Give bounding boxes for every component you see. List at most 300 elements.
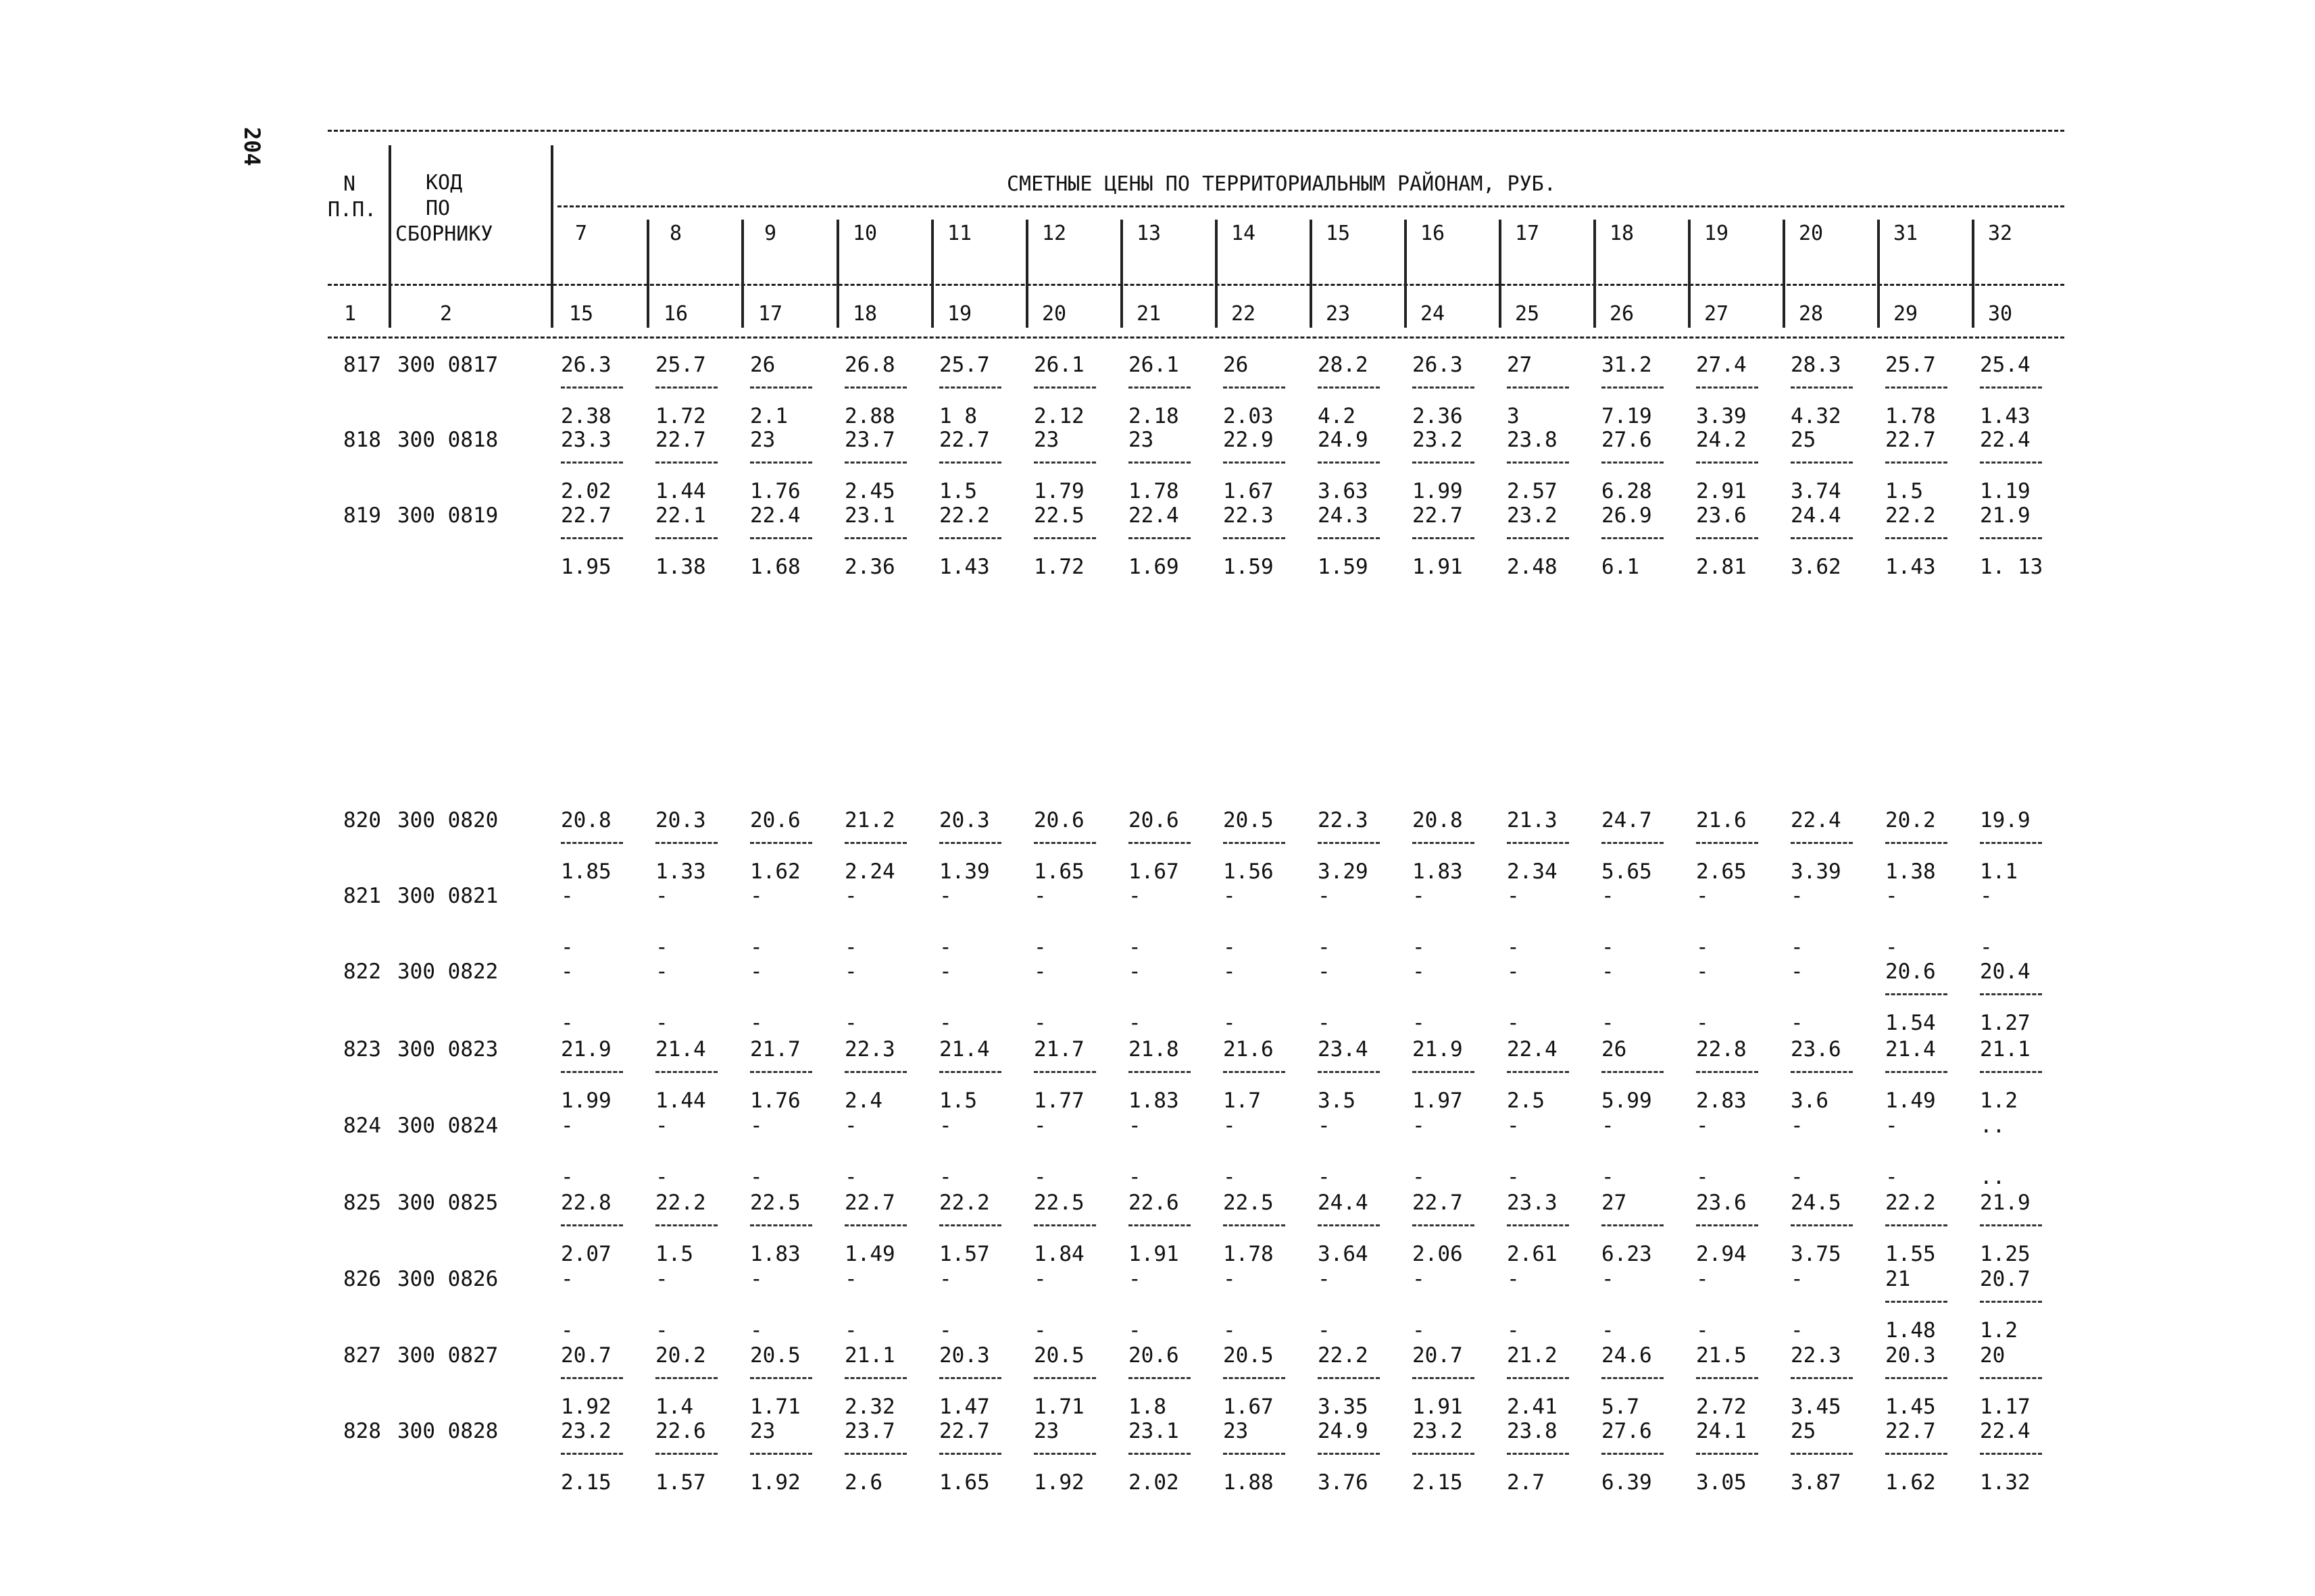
price-bottom: -: [1223, 1165, 1236, 1189]
price-bottom: 2.91: [1696, 479, 1747, 503]
price-bottom: 6.1: [1601, 555, 1639, 579]
price-top: 22.4: [1128, 503, 1179, 528]
price-bottom: 1.43: [1885, 555, 1936, 579]
price-top: 22.2: [939, 1191, 990, 1215]
price-top: 22.9: [1223, 428, 1274, 452]
price-top: 20.7: [1980, 1267, 2031, 1291]
price-bottom: -: [750, 1011, 763, 1035]
price-top: 20.3: [939, 808, 990, 832]
price-top: 24.4: [1791, 503, 1841, 528]
row-code: 300 0819: [397, 503, 499, 528]
fraction-bar: [1980, 1301, 2042, 1303]
column-number: 17: [757, 302, 783, 326]
fraction-bar: [1885, 1071, 1947, 1073]
price-bottom: 2.36: [845, 555, 895, 579]
header-sub-rule: [328, 284, 2064, 286]
price-bottom: 2.38: [561, 404, 612, 428]
price-top: ..: [1980, 1114, 2006, 1138]
price-top: -: [1318, 1114, 1330, 1138]
price-top: 21: [1885, 1267, 1911, 1291]
fraction-bar: [561, 386, 623, 389]
price-bottom: 1.79: [1034, 479, 1085, 503]
price-bottom: 1.95: [561, 555, 612, 579]
row-number: 818: [343, 428, 381, 452]
fraction-bar: [561, 1224, 623, 1226]
column-number: 18: [852, 302, 878, 326]
price-bottom: 1.44: [655, 1089, 706, 1113]
fraction-bar: [1128, 1071, 1191, 1073]
price-bottom: -: [750, 1318, 763, 1343]
fraction-bar: [1696, 386, 1758, 389]
fraction-bar: [1507, 1377, 1569, 1379]
fraction-bar: [1318, 1377, 1380, 1379]
price-bottom: 1.67: [1223, 479, 1274, 503]
price-bottom: -: [561, 935, 574, 959]
price-bottom: 3.87: [1791, 1470, 1841, 1495]
price-bottom: 1.19: [1980, 479, 2031, 503]
region-code: 7: [574, 222, 588, 245]
price-bottom: -: [750, 1165, 763, 1189]
fraction-bar: [1412, 462, 1474, 464]
fraction-bar: [1412, 537, 1474, 539]
price-top: -: [845, 884, 857, 908]
price-top: 26.3: [1412, 353, 1463, 377]
row-number: 825: [343, 1191, 381, 1215]
price-top: 23.8: [1507, 1419, 1558, 1443]
fraction-bar: [750, 842, 812, 844]
price-bottom: 2.07: [561, 1242, 612, 1266]
price-top: 20.6: [1128, 808, 1179, 832]
header-col2-label: КОД: [426, 171, 463, 195]
fraction-bar: [1223, 1224, 1285, 1226]
column-number: 15: [568, 302, 594, 326]
fraction-bar: [1601, 386, 1664, 389]
price-bottom: -: [1034, 935, 1047, 959]
price-bottom: 2.24: [845, 859, 895, 884]
fraction-bar: [1507, 462, 1569, 464]
row-number: 821: [343, 884, 381, 908]
fraction-bar: [1696, 537, 1758, 539]
price-top: 24.9: [1318, 428, 1368, 452]
header-title: СМЕТНЫЕ ЦЕНЫ ПО ТЕРРИТОРИАЛЬНЫМ РАЙОНАМ, РУБ.: [1007, 172, 1556, 196]
price-top: -: [1223, 1114, 1236, 1138]
price-bottom: -: [1791, 1165, 1803, 1189]
price-bottom: 3.76: [1318, 1470, 1368, 1495]
price-bottom: 1.45: [1885, 1395, 1936, 1419]
price-bottom: 6.23: [1601, 1242, 1652, 1266]
price-top: 24.3: [1318, 503, 1368, 528]
price-bottom: -: [1318, 1011, 1330, 1035]
price-bottom: 2.06: [1412, 1242, 1463, 1266]
row-code: 300 0817: [397, 353, 499, 377]
price-bottom: 2.48: [1507, 555, 1558, 579]
fraction-bar: [1223, 842, 1285, 844]
price-bottom: 1.54: [1885, 1011, 1936, 1035]
price-top: -: [1128, 1114, 1141, 1138]
price-bottom: 1.5: [655, 1242, 693, 1266]
price-top: 20.5: [1034, 1343, 1085, 1368]
price-bottom: 3.62: [1791, 555, 1841, 579]
price-top: 22.8: [1696, 1037, 1747, 1062]
price-top: 21.4: [1885, 1037, 1936, 1062]
price-top: 23.1: [845, 503, 895, 528]
price-bottom: 2.88: [845, 404, 895, 428]
price-bottom: 1.47: [939, 1395, 990, 1419]
row-number: 828: [343, 1419, 381, 1443]
price-top: -: [750, 1267, 763, 1291]
row-code: 300 0828: [397, 1419, 499, 1443]
price-top: -: [1507, 884, 1520, 908]
price-bottom: 1.91: [1412, 555, 1463, 579]
price-bottom: -: [1128, 1318, 1141, 1343]
fraction-bar: [1412, 1377, 1474, 1379]
col1-separator: [389, 145, 391, 328]
price-bottom: 1.25: [1980, 1242, 2031, 1266]
price-bottom: 1.59: [1223, 555, 1274, 579]
fraction-bar: [1980, 1224, 2042, 1226]
price-top: -: [561, 884, 574, 908]
price-top: 21.8: [1128, 1037, 1179, 1062]
fraction-bar: [561, 1071, 623, 1073]
price-bottom: -: [1412, 1318, 1425, 1343]
price-bottom: 1.39: [939, 859, 990, 884]
price-top: 26: [1223, 353, 1249, 377]
price-top: 23.3: [1507, 1191, 1558, 1215]
price-bottom: 1.88: [1223, 1470, 1274, 1495]
fraction-bar: [1696, 462, 1758, 464]
price-top: -: [1034, 1114, 1047, 1138]
price-bottom: 2.15: [561, 1470, 612, 1495]
region-code: 11: [947, 222, 972, 245]
price-bottom: 3.45: [1791, 1395, 1841, 1419]
price-bottom: 2.02: [1128, 1470, 1179, 1495]
price-bottom: 1.7: [1223, 1089, 1261, 1113]
fraction-bar: [1601, 462, 1664, 464]
column-number: 19: [947, 302, 972, 326]
price-top: -: [1507, 1267, 1520, 1291]
price-bottom: 1.92: [561, 1395, 612, 1419]
column-number: 26: [1609, 302, 1635, 326]
price-bottom: 1.91: [1128, 1242, 1179, 1266]
price-bottom: 3.64: [1318, 1242, 1368, 1266]
price-top: 22.7: [1412, 503, 1463, 528]
price-top: -: [1128, 959, 1141, 984]
price-bottom: -: [939, 1318, 952, 1343]
price-top: 26: [750, 353, 776, 377]
page-number: 204: [239, 127, 265, 166]
price-top: 21.9: [1412, 1037, 1463, 1062]
price-top: 22.2: [1885, 1191, 1936, 1215]
price-bottom: -: [1601, 1165, 1614, 1189]
price-top: 28.2: [1318, 353, 1368, 377]
price-top: -: [1412, 1114, 1425, 1138]
fraction-bar: [750, 462, 812, 464]
fraction-bar: [1128, 842, 1191, 844]
header-col1-label: П.П.: [328, 198, 377, 222]
price-bottom: 1. 13: [1980, 555, 2043, 579]
region-code: 15: [1325, 222, 1351, 245]
price-bottom: -: [1791, 1318, 1803, 1343]
price-top: 22.3: [1791, 1343, 1841, 1368]
fraction-bar: [1223, 537, 1285, 539]
price-top: 27: [1507, 353, 1533, 377]
price-top: -: [939, 1267, 952, 1291]
fraction-bar: [1885, 1301, 1947, 1303]
price-top: 23: [1034, 1419, 1060, 1443]
price-top: -: [1223, 959, 1236, 984]
price-top: -: [1980, 884, 1993, 908]
fraction-bar: [1034, 1377, 1096, 1379]
price-bottom: -: [1128, 1011, 1141, 1035]
price-bottom: 1.78: [1128, 479, 1179, 503]
fraction-bar: [1128, 1224, 1191, 1226]
price-bottom: 1.91: [1412, 1395, 1463, 1419]
fraction-bar: [1507, 537, 1569, 539]
price-top: 21.9: [1980, 1191, 2031, 1215]
fraction-bar: [1318, 462, 1380, 464]
price-top: -: [1223, 1267, 1236, 1291]
price-top: 22.4: [1507, 1037, 1558, 1062]
region-code: 20: [1798, 222, 1824, 245]
price-top: -: [1318, 1267, 1330, 1291]
price-bottom: 1.5: [1885, 479, 1923, 503]
price-bottom: 2.6: [845, 1470, 882, 1495]
fraction-bar: [1412, 1453, 1474, 1455]
region-code: 12: [1041, 222, 1067, 245]
price-top: 24.5: [1791, 1191, 1841, 1215]
price-bottom: 2.65: [1696, 859, 1747, 884]
price-bottom: -: [561, 1011, 574, 1035]
fraction-bar: [1791, 1071, 1853, 1073]
price-bottom: -: [1223, 1318, 1236, 1343]
fraction-bar: [1318, 386, 1380, 389]
price-top: 28.3: [1791, 353, 1841, 377]
price-bottom: 1.1: [1980, 859, 2018, 884]
price-bottom: 6.39: [1601, 1470, 1652, 1495]
fraction-bar: [1696, 1377, 1758, 1379]
fraction-bar: [1791, 842, 1853, 844]
row-code: 300 0818: [397, 428, 499, 452]
price-top: -: [1034, 1267, 1047, 1291]
fraction-bar: [1980, 537, 2042, 539]
price-bottom: -: [1507, 1165, 1520, 1189]
price-top: 23: [1223, 1419, 1249, 1443]
price-top: 20.5: [1223, 1343, 1274, 1368]
price-top: 23.3: [561, 428, 612, 452]
fraction-bar: [1791, 1377, 1853, 1379]
price-bottom: 1.92: [750, 1470, 801, 1495]
region-code: 14: [1230, 222, 1256, 245]
price-top: 26.1: [1034, 353, 1085, 377]
fraction-bar: [750, 537, 812, 539]
price-top: -: [1507, 1114, 1520, 1138]
row-number: 820: [343, 808, 381, 832]
price-bottom: -: [1507, 1318, 1520, 1343]
price-bottom: -: [845, 1011, 857, 1035]
price-top: -: [845, 1267, 857, 1291]
price-top: 21.1: [1980, 1037, 2031, 1062]
fraction-bar: [655, 842, 718, 844]
fraction-bar: [1601, 1071, 1664, 1073]
price-bottom: 3.75: [1791, 1242, 1841, 1266]
fraction-bar: [1696, 1224, 1758, 1226]
price-bottom: 1.65: [1034, 859, 1085, 884]
fraction-bar: [1980, 993, 2042, 995]
price-top: -: [750, 884, 763, 908]
price-top: 20.8: [1412, 808, 1463, 832]
row-code: 300 0822: [397, 959, 499, 984]
price-top: -: [1412, 884, 1425, 908]
price-bottom: 1 8: [939, 404, 977, 428]
price-bottom: 1.71: [1034, 1395, 1085, 1419]
price-top: -: [1034, 959, 1047, 984]
price-top: 23.2: [561, 1419, 612, 1443]
price-top: -: [1128, 884, 1141, 908]
price-bottom: 1.38: [1885, 859, 1936, 884]
fraction-bar: [939, 1453, 1001, 1455]
price-bottom: 3.74: [1791, 479, 1841, 503]
price-bottom: 2.94: [1696, 1242, 1747, 1266]
column-number: 27: [1703, 302, 1729, 326]
row-code: 300 0821: [397, 884, 499, 908]
price-top: 24.4: [1318, 1191, 1368, 1215]
price-top: 24.7: [1601, 808, 1652, 832]
price-top: 27.4: [1696, 353, 1747, 377]
price-top: 20.6: [1885, 959, 1936, 984]
fraction-bar: [1223, 1071, 1285, 1073]
fraction-bar: [1791, 1224, 1853, 1226]
price-bottom: 1.92: [1034, 1470, 1085, 1495]
price-bottom: 1.68: [750, 555, 801, 579]
price-bottom: 5.99: [1601, 1089, 1652, 1113]
fraction-bar: [1128, 1377, 1191, 1379]
price-top: 22.7: [939, 428, 990, 452]
region-code: 32: [1987, 222, 2013, 245]
fraction-bar: [750, 1224, 812, 1226]
price-bottom: -: [1412, 1165, 1425, 1189]
price-bottom: 1.5: [939, 1089, 977, 1113]
fraction-bar: [1885, 537, 1947, 539]
column-number: 29: [1893, 302, 1918, 326]
price-bottom: -: [1034, 1318, 1047, 1343]
fraction-bar: [750, 386, 812, 389]
price-top: 20.6: [1034, 808, 1085, 832]
price-top: 22.2: [655, 1191, 706, 1215]
price-top: 26: [1601, 1037, 1627, 1062]
price-top: 20.5: [1223, 808, 1274, 832]
price-top: 23: [1034, 428, 1060, 452]
fraction-bar: [1034, 462, 1096, 464]
price-bottom: -: [1223, 935, 1236, 959]
price-bottom: 1.76: [750, 479, 801, 503]
region-code: 17: [1514, 222, 1540, 245]
price-top: -: [1696, 884, 1709, 908]
price-top: -: [1412, 1267, 1425, 1291]
fraction-bar: [1318, 1071, 1380, 1073]
fraction-bar: [1507, 1453, 1569, 1455]
header-col1-label: N: [343, 172, 356, 196]
price-bottom: 3.39: [1696, 404, 1747, 428]
row-code: 300 0820: [397, 808, 499, 832]
price-top: -: [1412, 959, 1425, 984]
row-code: 300 0824: [397, 1114, 499, 1138]
fraction-bar: [561, 1453, 623, 1455]
price-bottom: ..: [1980, 1165, 2006, 1189]
fraction-bar: [1034, 842, 1096, 844]
price-top: 24.9: [1318, 1419, 1368, 1443]
price-top: 20.8: [561, 808, 612, 832]
price-bottom: 1.76: [750, 1089, 801, 1113]
price-bottom: 2.41: [1507, 1395, 1558, 1419]
price-bottom: 1.62: [1885, 1470, 1936, 1495]
price-bottom: 2.18: [1128, 404, 1179, 428]
price-top: -: [1601, 1267, 1614, 1291]
row-code: 300 0825: [397, 1191, 499, 1215]
price-bottom: 5.65: [1601, 859, 1652, 884]
fraction-bar: [939, 1224, 1001, 1226]
price-top: -: [939, 959, 952, 984]
price-top: 22.4: [1980, 428, 2031, 452]
column-number: 30: [1987, 302, 2013, 326]
price-top: -: [655, 1114, 668, 1138]
price-bottom: -: [845, 1318, 857, 1343]
fraction-bar: [1223, 1453, 1285, 1455]
fraction-bar: [1318, 1453, 1380, 1455]
fraction-bar: [1034, 386, 1096, 389]
price-top: 27.6: [1601, 1419, 1652, 1443]
price-bottom: 1.57: [939, 1242, 990, 1266]
price-top: 20.2: [655, 1343, 706, 1368]
column-number: 21: [1136, 302, 1162, 326]
price-bottom: -: [1791, 1011, 1803, 1035]
fraction-bar: [1885, 1377, 1947, 1379]
region-code: 19: [1703, 222, 1729, 245]
price-bottom: 5.7: [1601, 1395, 1639, 1419]
price-top: -: [845, 1114, 857, 1138]
price-top: -: [1791, 884, 1803, 908]
fraction-bar: [1601, 1377, 1664, 1379]
price-top: -: [1696, 1114, 1709, 1138]
header-top-rule: [328, 130, 2064, 132]
price-bottom: 1.83: [1128, 1089, 1179, 1113]
price-top: -: [1318, 884, 1330, 908]
price-bottom: 1.84: [1034, 1242, 1085, 1266]
price-top: -: [845, 959, 857, 984]
region-code: 16: [1420, 222, 1445, 245]
fraction-bar: [1980, 1453, 2042, 1455]
region-code: 9: [764, 222, 777, 245]
price-bottom: -: [1034, 1011, 1047, 1035]
price-bottom: 2.83: [1696, 1089, 1747, 1113]
region-code: 13: [1136, 222, 1162, 245]
price-bottom: 1.55: [1885, 1242, 1936, 1266]
price-top: 25.7: [655, 353, 706, 377]
price-bottom: 1.43: [939, 555, 990, 579]
fraction-bar: [1223, 1377, 1285, 1379]
fraction-bar: [655, 1377, 718, 1379]
price-top: 22.2: [1318, 1343, 1368, 1368]
price-top: -: [655, 884, 668, 908]
price-top: -: [1791, 959, 1803, 984]
price-bottom: 1.48: [1885, 1318, 1936, 1343]
fraction-bar: [845, 537, 907, 539]
fraction-bar: [1318, 842, 1380, 844]
price-top: -: [561, 1114, 574, 1138]
fraction-bar: [1791, 386, 1853, 389]
price-top: 27.6: [1601, 428, 1652, 452]
price-bottom: -: [750, 935, 763, 959]
fraction-bar: [655, 1071, 718, 1073]
